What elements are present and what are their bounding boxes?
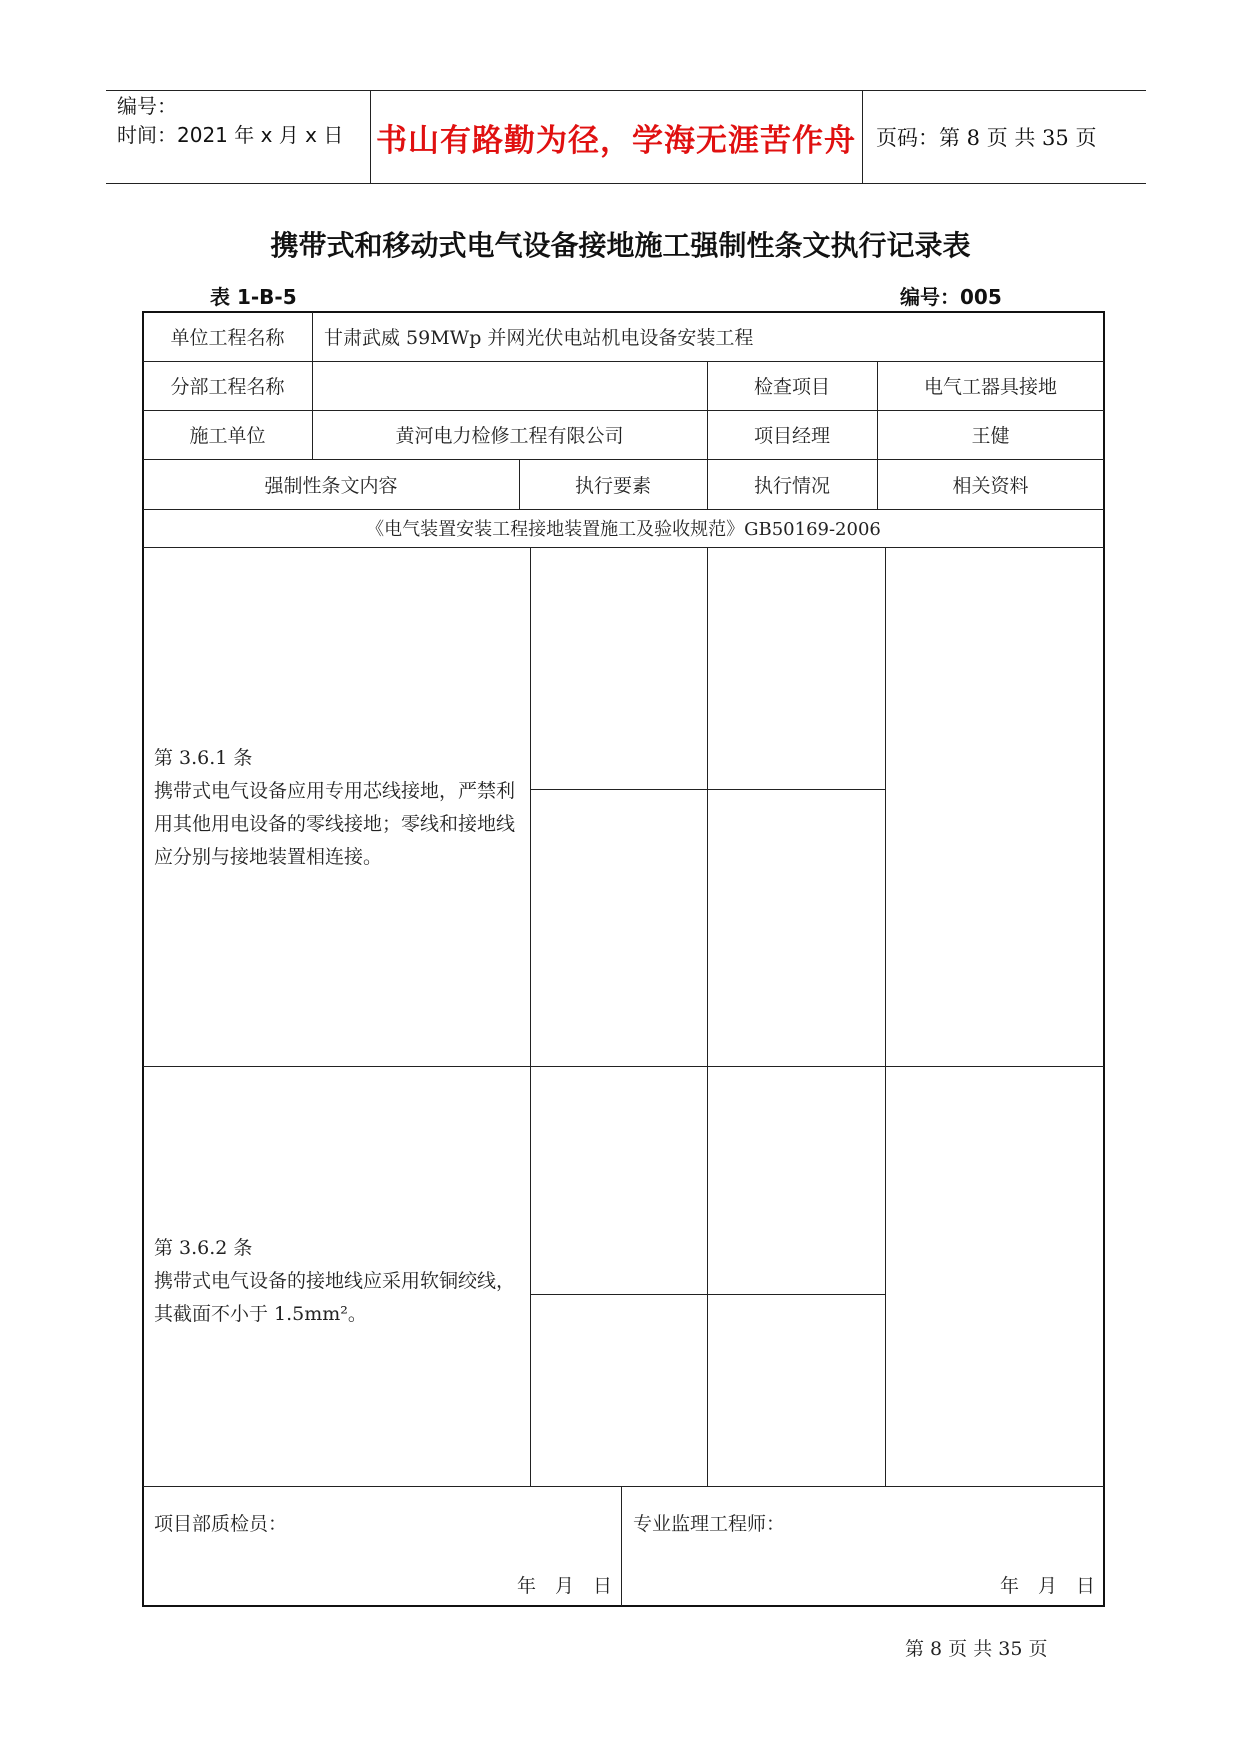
col-header-status: 执行情况 [753, 474, 830, 497]
clause-number: 第 3.6.1 条 [154, 747, 253, 769]
clause-number: 第 3.6.2 条 [154, 1237, 253, 1259]
col-header-elements: 执行要素 [574, 474, 651, 497]
check-item-label: 检查项目 [753, 376, 830, 398]
document-title: 携带式和移动式电气设备接地施工强制性条文执行记录表 [270, 229, 971, 262]
header-divider-right [862, 90, 863, 184]
contractor-value: 黄河电力检修工程有限公司 [395, 425, 624, 447]
clause-3-6-2 [154, 1232, 524, 1331]
col-rule [530, 547, 531, 1486]
footer-page-number: 第 8 页 共 35 页 [905, 1638, 1048, 1660]
col-rule [707, 547, 708, 1486]
table-number: 表 1-B-5 [210, 285, 297, 309]
check-item-value: 电气工器具接地 [923, 376, 1057, 398]
header-time-label: 时间：2021 年 x 月 x 日 [117, 123, 344, 147]
col-rule [621, 1486, 622, 1606]
header-meta [117, 92, 343, 150]
row-rule [143, 1486, 1104, 1487]
clause-text-line: 携带式电气设备的接地线应采用软铜绞线， [154, 1270, 516, 1292]
sub-project-label: 分部工程名称 [170, 376, 285, 398]
supervisor-date: 年 月 日 [1000, 1575, 1096, 1597]
clause-text-line: 应分别与接地装置相连接。 [154, 846, 383, 868]
inspector-date: 年 月 日 [517, 1575, 613, 1597]
unit-project-label: 单位工程名称 [170, 327, 285, 349]
clause-text-line: 用其他用电设备的零线接地；零线和接地线 [154, 813, 516, 835]
clause-text-line: 携带式电气设备应用专用芯线接地，严禁利 [154, 780, 516, 802]
contractor-label: 施工单位 [189, 425, 266, 447]
sub-project-value [312, 361, 707, 410]
manager-label: 项目经理 [753, 425, 830, 447]
unit-project-value: 甘肃武威 59MWp 并网光伏电站机电设备安装工程 [324, 327, 754, 349]
supervisor-label: 专业监理工程师： [633, 1513, 786, 1535]
header-page-label: 页码：第 8 页 共 35 页 [876, 126, 1097, 150]
clause-text-line: 其截面不小于 1.5mm²。 [154, 1303, 367, 1325]
row-rule [143, 1066, 1104, 1067]
header-number-label: 编号： [117, 94, 177, 118]
standard-reference: 《电气装置安装工程接地装置施工及验收规范》GB50169-2006 [366, 519, 881, 540]
clause-3-6-1 [154, 742, 524, 874]
inspector-label: 项目部质检员： [154, 1513, 288, 1535]
header-motto: 书山有路勤为径，学海无涯苦作舟 [376, 122, 856, 159]
document-code: 编号：005 [900, 285, 1002, 309]
manager-value: 王健 [971, 425, 1010, 447]
col-header-materials: 相关资料 [952, 474, 1029, 497]
row-rule [143, 547, 1104, 548]
col-rule [885, 547, 886, 1486]
col-header-content: 强制性条文内容 [264, 474, 398, 497]
